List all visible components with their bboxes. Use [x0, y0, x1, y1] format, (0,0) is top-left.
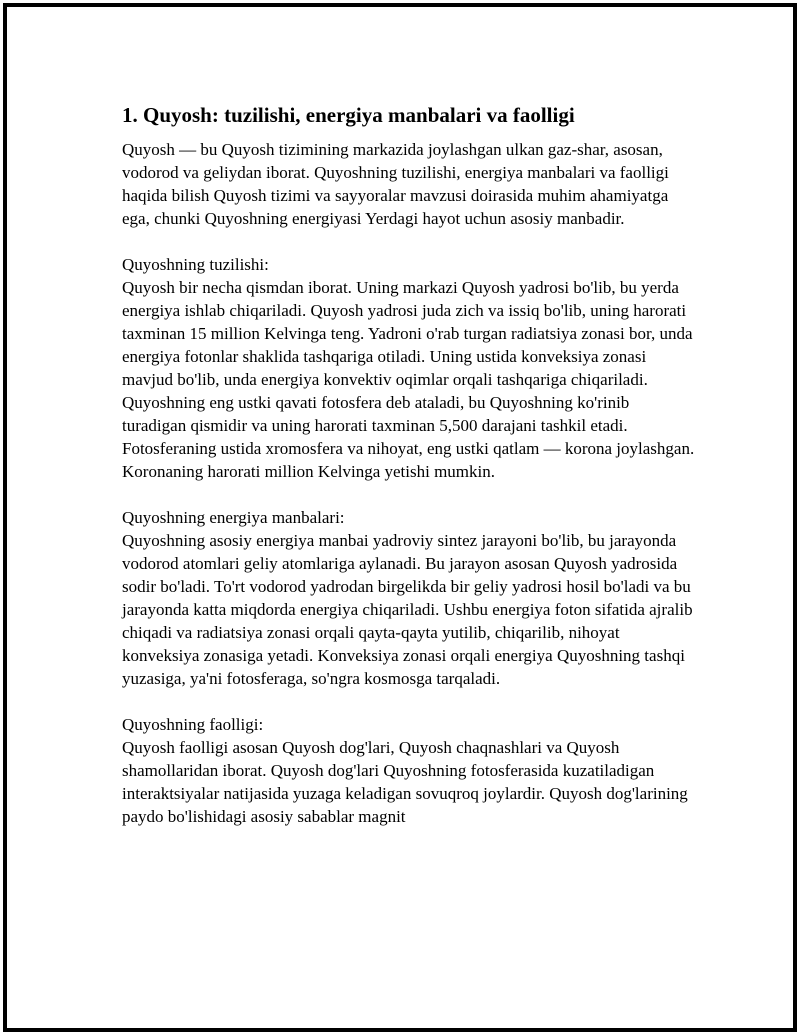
document-content	[122, 101, 697, 828]
section-body: Quyosh faolligi asosan Quyosh dog'lari, Quyosh chaqnashlari va Quyosh shamollaridan iborat. Quyosh dog'lari Quyoshning fotosferasida kuzatiladigan interaktsiyalar natijasida yuzaga keladigan sovuqroq joylardir. Quyosh dog'larining paydo bo'lishidagi asosiy sabablar magnit	[122, 738, 688, 826]
section-energy-sources	[122, 506, 697, 690]
page-frame	[3, 3, 797, 1032]
section-activity	[122, 713, 697, 828]
document-title: 1. Quyosh: tuzilishi, energiya manbalari va faolligi	[122, 103, 575, 127]
intro-paragraph: Quyosh — bu Quyosh tizimining markazida joylashgan ulkan gaz-shar, asosan, vodorod va geliydan iborat. Quyoshning tuzilishi, energiya manbalari va faolligi haqida bilish Quyosh tizimi va sayyoralar mavzusi doirasida muhim ahamiyatga ega, chunki Quyoshning energiyasi Yerdagi hayot uchun asosiy manbadir.	[122, 140, 669, 228]
section-heading: Quyoshning faolligi:	[122, 715, 264, 734]
section-body: Quyosh bir necha qismdan iborat. Uning markazi Quyosh yadrosi bo'lib, bu yerda energiya ishlab chiqariladi. Quyosh yadrosi juda zich va issiq bo'lib, uning harorati taxminan 15 million Kelvinga teng. Yadroni o'rab turgan radiatsiya zonasi bor, unda energiya fotonlar shaklida tashqariga otiladi. Uning ustida konveksiya zonasi mavjud bo'lib, unda energiya konvektiv oqimlar orqali tashqariga chiqariladi. Quyoshning eng ustki qavati fotosfera deb ataladi, bu Quyoshning ko'rinib turadigan qismidir va uning harorati taxminan 5,500 darajani tashkil etadi. Fotosferaning ustida xromosfera va nihoyat, eng ustki qatlam — korona joylashgan. Koronaning harorati million Kelvinga yetishi mumkin.	[122, 278, 695, 481]
section-structure	[122, 253, 697, 483]
section-body: Quyoshning asosiy energiya manbai yadroviy sintez jarayoni bo'lib, bu jarayonda vodorod atomlari geliy atomlariga aylanadi. Bu jarayon asosan Quyosh yadrosida sodir bo'ladi. To'rt vodorod yadrodan birgelikda bir geliy yadrosi hosil bo'ladi va bu jarayonda katta miqdorda energiya chiqariladi. Ushbu energiya foton sifatida ajralib chiqadi va radiatsiya zonasi orqali qayta-qayta yutilib, chiqarilib, nihoyat konveksiya zonasiga yetadi. Konveksiya zonasi orqali energiya Quyoshning tashqi yuzasiga, ya'ni fotosferaga, so'ngra kosmosga tarqaladi.	[122, 531, 693, 688]
section-heading: Quyoshning tuzilishi:	[122, 255, 269, 274]
section-heading: Quyoshning energiya manbalari:	[122, 508, 345, 527]
